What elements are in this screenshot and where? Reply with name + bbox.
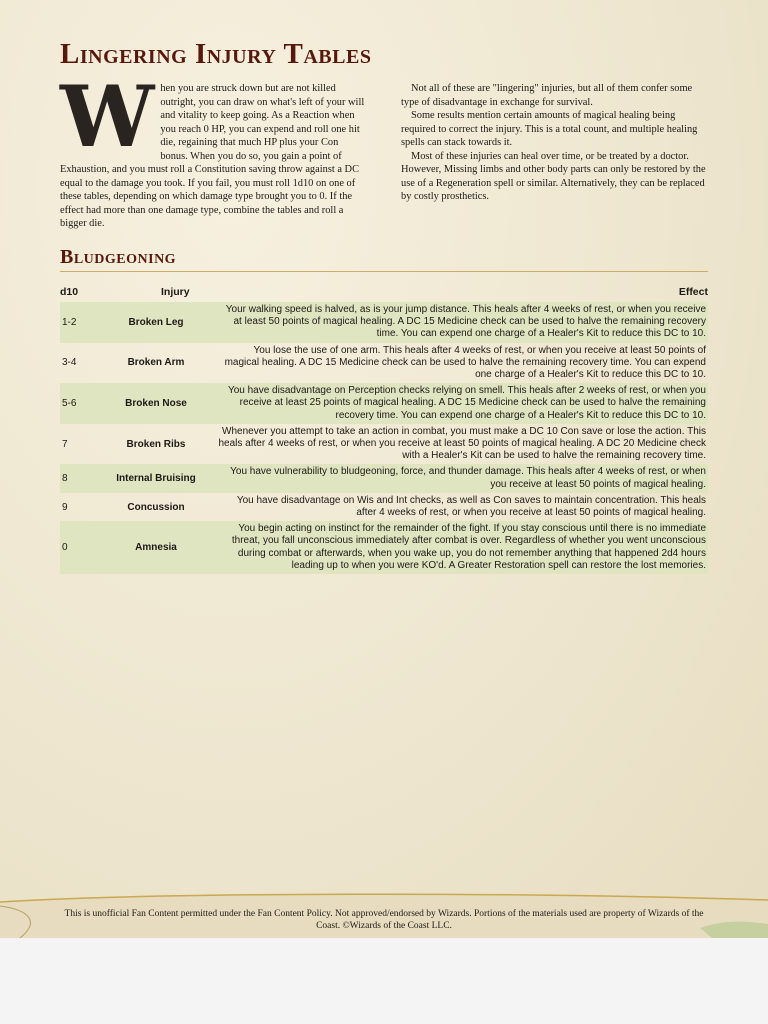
row-effect: You have disadvantage on Perception checks relying on smell. This heals after 2 weeks of rest, or when you receive at least 25 points of magical healing. A DC 15 Medicine check can be used to halve the remaining recovery time. You can expend one charge of a Healer's Kit to reduce this DC to 10. [209,383,708,424]
table-row [60,464,708,492]
row-injury: Amnesia [103,521,209,574]
row-effect: Whenever you attempt to take an action in combat, you must make a DC 10 Con save or lose the action. This heals after 4 weeks of rest, or when you receive at least 50 points of magical healing. A DC 20 Medicine check with a Healer's Kit can be used to halve the remaining recovery time. [218,425,706,462]
section-title: Bludgeoning [60,246,177,268]
table-row [60,521,708,574]
row-roll: 9 [62,501,68,513]
row-injury: Broken Arm [127,357,185,369]
intro-text: hen you are struck down but are not killed outright, you can draw on what's left of your will and vitality to keep going. As a Reaction when you reach 0 HP, you can expend and roll one hit die, regaining that much HP plus your Con bonus. When you do so, you gain a point of Exhaustion, and you must roll a Constitution saving throw against a DC equal to the damage you took. If you fail, you must roll 1d10 on one of these tables, depending on which damage type brought you to 0. If the effect had more than one damage type, combine the tables and roll a bigger die. [60,83,365,229]
intro-right-column [401,82,709,204]
intro-paragraph-3: Some results mention certain amounts of magical healing being required to correct the injury. This is a total count, and multiple healing spells can stack towards it. [401,110,698,148]
row-effect: You lose the use of one arm. This heals after 4 weeks of rest, or when you receive at least 50 points of magical healing. A DC 15 Medicine check can be used to halve the remaining recovery time. You can expend one charge of a Healer's Kit to reduce this DC to 10. [224,344,706,381]
injury-table [60,284,708,574]
row-roll: 5-6 [60,383,103,424]
table-header-row [60,284,708,302]
row-effect: You have vulnerability to bludgeoning, force, and thunder damage. This heals after 4 weeks of rest, or when you receive at least 50 points of magical healing. [209,464,708,492]
section-divider [60,271,708,272]
row-injury: Broken Ribs [126,438,186,450]
row-roll: 8 [60,464,103,492]
table-row [60,493,708,521]
row-roll: 7 [62,438,68,450]
intro-paragraph-1 [60,67,368,231]
row-roll: 1-2 [60,302,103,343]
table-row [60,302,708,343]
intro-left-column [60,67,368,231]
intro-paragraph-2: Not all of these are "lingering" injuries, but all of them confer some type of disadvantage in exchange for survival. [401,83,693,108]
table-row [60,424,708,465]
row-effect: You begin acting on instinct for the remainder of the fight. If you stay conscious until there is no immediate threat, you fall unconscious immediately after combat is over. Regardless of whether you went unconscious during combat or afterwards, when you wake up, you do not remember anything that happened 2d4 hours leading up to when you were KO'd. A Greater Restoration spell can restore the lost memories. [209,521,708,574]
row-roll: 0 [60,521,103,574]
row-effect: Your walking speed is halved, as is your jump distance. This heals after 4 weeks of rest, or when you receive at least 50 points of magical healing. A DC 15 Medicine check can be used to halve the remaining recovery time. You can expend one charge of a Healer's Kit to reduce this DC to 10. [209,302,708,343]
page-background [0,938,768,1024]
legal-footer: This is unofficial Fan Content permitted under the Fan Content Policy. Not approved/endorsed by Wizards. Portions of the materials used are property of Wizards of the Coast. ©Wizards of the Coast LLC. [64,909,704,931]
header-d10: d10 [60,286,79,298]
table-row [60,383,708,424]
row-roll: 3-4 [62,357,77,369]
header-effect: Effect [678,286,708,298]
row-injury: Broken Nose [103,383,209,424]
row-injury: Broken Leg [103,302,209,343]
intro-paragraph-4: Most of these injuries can heal over time, or be treated by a doctor. However, Missing limbs and other body parts can only be restored by the use of a Regeneration spell or similar. Alternatively, they can be replaced by costly prosthetics. [401,150,706,202]
row-injury: Internal Bruising [103,464,209,492]
header-injury: Injury [161,286,190,298]
page-title: Lingering Injury Tables [60,38,372,70]
row-injury: Concussion [127,501,185,513]
drop-cap: W [60,67,155,166]
row-effect: You have disadvantage on Wis and Int checks, as well as Con saves to maintain concentration. This heals after 4 weeks of rest, or when you receive at least 50 points of magical healing. [236,494,706,519]
table-row [60,343,708,384]
